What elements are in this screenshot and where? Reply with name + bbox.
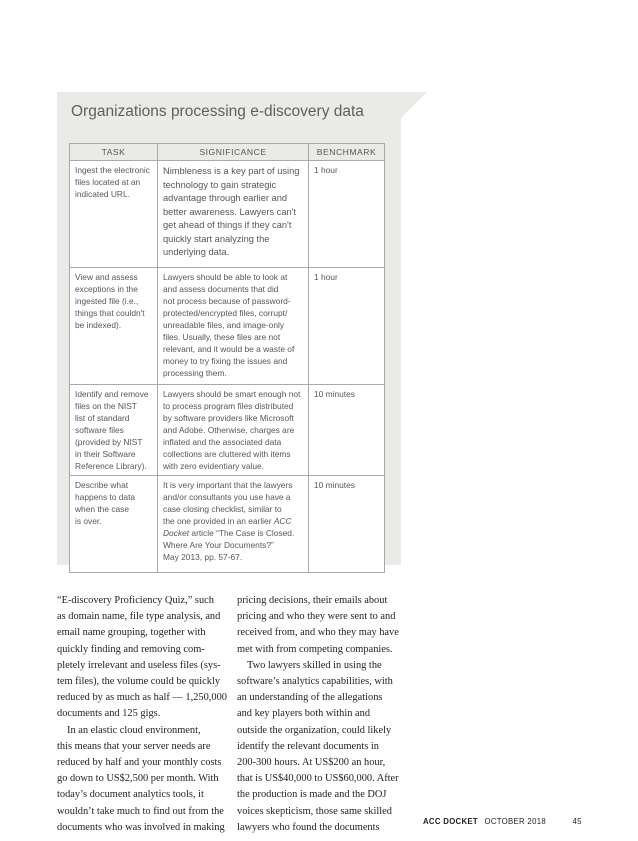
header-task: TASK [70, 144, 158, 161]
body-paragraph [237, 658, 409, 836]
sidebar-title: Organizations processing e-discovery data [71, 103, 364, 120]
body-column-right [237, 593, 409, 836]
text-line: outside the organization, could likely [237, 724, 392, 736]
significance-cell: It is very important that the lawyers and/or consultants you use have a case closing checklist, similar to the one provided in an earlier ACC Docket article “The Case is Closed. Where Are Your Documents?” May 2013, pp. 57-67. [158, 476, 309, 573]
table-row [70, 476, 385, 573]
text-line: pricing and who they were sent to and [237, 611, 396, 623]
text-line: email name grouping, together with [57, 627, 206, 639]
text-line: identify the relevant documents in [237, 740, 379, 752]
text-line: wouldn’t take much to find out from the [57, 805, 224, 817]
text-line: and key players both within and [237, 708, 371, 720]
task-cell: Describe what happens to data when the case is over. [70, 476, 158, 573]
task-cell: Ingest the electronic files located at an indicated URL. [70, 161, 158, 268]
header-benchmark: BENCHMARK [309, 144, 385, 161]
table-header-row [70, 144, 385, 161]
text-line: “E-discovery Proficiency Quiz,” such [57, 595, 214, 606]
text-line: voices skepticism, those same skilled [237, 805, 392, 817]
header-significance: SIGNIFICANCE [158, 144, 309, 161]
text-line: software’s analytics capabilities, with [237, 676, 393, 688]
text-line: met with from competing companies. [237, 643, 393, 655]
table-row [70, 385, 385, 476]
text-line: an understanding of the allegations [237, 692, 383, 704]
text-line: as domain name, file type analysis, and [57, 611, 221, 623]
benchmark-cell: 10 minutes [309, 385, 385, 476]
text-line: pricing decisions, their emails about [237, 595, 388, 606]
text-line: documents and 125 gigs. [57, 708, 161, 720]
issue-date: OCTOBER 2018 [484, 817, 546, 826]
text-line: documents who was involved in making [57, 821, 225, 833]
table-row [70, 268, 385, 385]
text-line: this means that your server needs are [57, 740, 211, 752]
text-line: lawyers who found the documents [237, 821, 380, 833]
text-line: pletely irrelevant and useless files (sys- [57, 659, 221, 671]
text-line: the production is made and the DOJ [237, 789, 387, 801]
publication-name: Docket [163, 527, 190, 538]
page-footer [423, 817, 582, 826]
text-line: quickly finding and removing com- [57, 643, 205, 655]
body-paragraph [237, 593, 409, 658]
significance-cell: Nimbleness is a key part of using technology to gain strategic advantage through earlier and better awareness. Lawyers can't get ahead of things if they can't quickly start analyzing the underlying data. [158, 161, 309, 268]
body-column-left [57, 593, 229, 836]
task-cell: View and assess exceptions in the ingested file (i.e., things that couldn't be indexed). [70, 268, 158, 385]
sidebar-corner-tab [401, 92, 427, 118]
text-line: Two lawyers skilled in using the [247, 659, 382, 671]
text-line: reduced by as much as half — 1,250,000 [57, 692, 227, 704]
task-cell: Identify and remove files on the NIST list of standard software files (provided by NIST in their Software Reference Library). [70, 385, 158, 476]
significance-cell: Lawyers should be able to look at and assess documents that did not process because of password- protected/encrypted files, corrupt/ unreadable files, and image-only files. Usually, these files are not relevant, and it would be a waste of money to try fixing the issues and processing them. [158, 268, 309, 385]
page-number: 45 [572, 817, 582, 826]
benchmark-cell: 1 hour [309, 161, 385, 268]
text-line: 200-300 hours. At US$200 an hour, [237, 757, 386, 769]
body-paragraph [57, 593, 229, 723]
table-row [70, 161, 385, 268]
text-line: In an elastic cloud environment, [67, 724, 201, 736]
body-paragraph [57, 723, 229, 836]
text-line: that is US$40,000 to US$60,000. After [237, 773, 399, 785]
publication-name: ACC [273, 515, 292, 526]
text-line: received from, and who they may have [237, 627, 399, 639]
text-line: reduced by half and your monthly costs [57, 757, 222, 769]
text-line: tem files), the volume could be quickly [57, 676, 221, 688]
significance-cell: Lawyers should be smart enough not to process program files distributed by software providers like Microsoft and Adobe. Otherwise, charges are inflated and the associated data collections are cluttered with items with zero evidentiary value. [158, 385, 309, 476]
e-discovery-table [69, 143, 385, 573]
benchmark-cell: 1 hour [309, 268, 385, 385]
text-line: go down to US$2,500 per month. With [57, 773, 219, 785]
text-line: today’s document analytics tools, it [57, 789, 204, 801]
benchmark-cell: 10 minutes [309, 476, 385, 573]
publication-name: ACC DOCKET [423, 817, 478, 826]
